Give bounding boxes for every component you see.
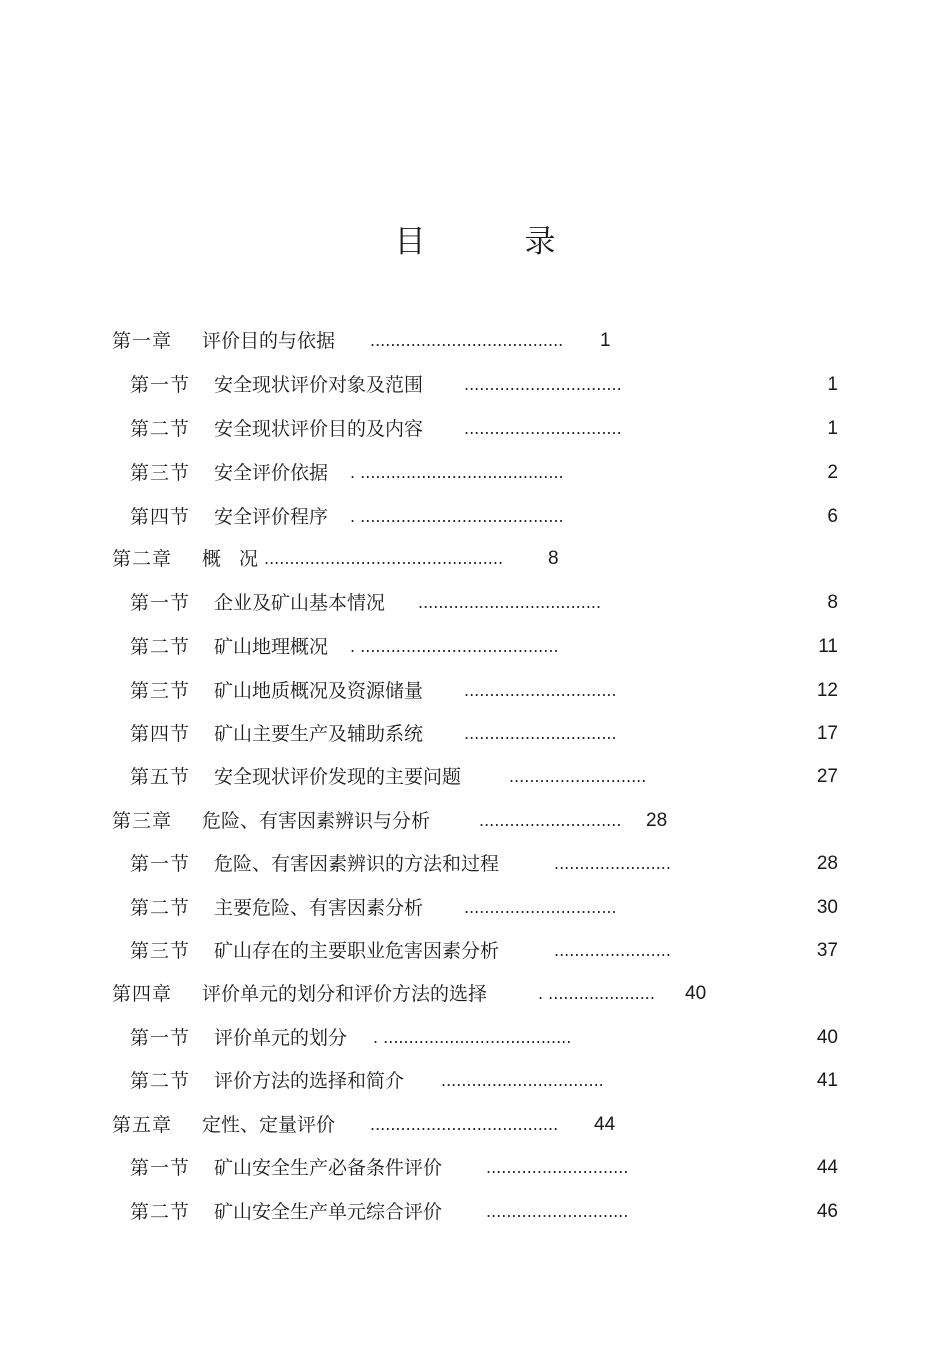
toc-number: 第一节 [130, 1157, 191, 1179]
toc-page: 37 [816, 940, 838, 961]
toc-leader: ............................ [486, 1158, 629, 1177]
toc-leader: . ..................... [538, 984, 655, 1003]
toc-leader: ...................................... [370, 331, 564, 350]
toc-chapter[interactable] [112, 326, 712, 356]
toc-leader: ............................................... [264, 549, 504, 568]
toc-leader: ............................... [464, 375, 622, 394]
toc-page: 1 [600, 330, 611, 351]
toc-leader: . ........................................ [350, 463, 564, 482]
toc-title: 概 况 [202, 548, 265, 570]
toc-title: 矿山地理概况 [214, 636, 329, 658]
toc-leader: ....................... [554, 941, 671, 960]
toc-title: 评价单元的划分 [214, 1027, 348, 1049]
toc-number: 第一节 [130, 1027, 191, 1049]
toc-section[interactable] [130, 414, 838, 444]
toc-title: 矿山主要生产及辅助系统 [214, 723, 424, 745]
toc-page: 8 [827, 592, 838, 613]
toc-page: 44 [594, 1114, 616, 1135]
toc-title: 矿山安全生产必备条件评价 [214, 1157, 443, 1179]
toc-page: 1 [827, 418, 838, 439]
toc-page: 8 [548, 548, 559, 569]
toc-section[interactable] [130, 588, 838, 618]
toc-page: 28 [646, 810, 668, 831]
toc-title: 安全现状评价发现的主要问题 [214, 766, 462, 788]
toc-leader: . ....................................... [350, 637, 559, 656]
toc-number: 第五节 [130, 766, 191, 788]
toc-leader: ........................... [509, 767, 647, 786]
toc-page: 6 [827, 506, 838, 527]
toc-title: 评价目的与依据 [202, 330, 336, 352]
toc-number: 第四节 [130, 506, 191, 528]
toc-number: 第二节 [130, 418, 191, 440]
toc-page: 46 [816, 1201, 838, 1222]
toc-leader: ............................ [479, 811, 622, 830]
toc-section[interactable] [130, 502, 838, 532]
toc-number: 第二节 [130, 897, 191, 919]
toc-number: 第四节 [130, 723, 191, 745]
toc-section[interactable] [130, 936, 838, 966]
toc-number: 第五章 [112, 1114, 173, 1136]
toc-number: 第一节 [130, 374, 191, 396]
toc-number: 第二章 [112, 548, 173, 570]
toc-number: 第三章 [112, 810, 173, 832]
toc-page: 30 [816, 897, 838, 918]
toc-section[interactable] [130, 632, 838, 662]
toc-page: 40 [685, 983, 707, 1004]
toc-number: 第二节 [130, 636, 191, 658]
toc-page: 40 [816, 1027, 838, 1048]
toc-leader: .............................. [464, 724, 617, 743]
toc-chapter[interactable] [112, 979, 732, 1009]
toc-leader: ..................................... [370, 1115, 559, 1134]
toc-page: 28 [816, 853, 838, 874]
toc-section[interactable] [130, 1066, 838, 1096]
toc-number: 第一节 [130, 592, 191, 614]
toc-title: 安全现状评价目的及内容 [214, 418, 424, 440]
toc-title: 安全评价依据 [214, 462, 329, 484]
toc-number: 第一节 [130, 853, 191, 875]
toc-number: 第三节 [130, 680, 191, 702]
toc-page: 12 [816, 680, 838, 701]
toc-leader: ............................ [486, 1202, 629, 1221]
toc-page: 41 [816, 1070, 838, 1091]
toc-title: 危险、有害因素辨识与分析 [202, 810, 431, 832]
toc-page: 27 [816, 766, 838, 787]
toc-page: 11 [818, 636, 838, 657]
toc-number: 第四章 [112, 983, 173, 1005]
toc-page: 17 [816, 723, 838, 744]
toc-chapter[interactable] [112, 806, 712, 836]
toc-title: 评价单元的划分和评价方法的选择 [202, 983, 488, 1005]
toc-leader: ....................... [554, 854, 671, 873]
toc-title: 危险、有害因素辨识的方法和过程 [214, 853, 500, 875]
toc-page: 2 [827, 462, 838, 483]
toc-chapter[interactable] [112, 544, 712, 574]
toc-number: 第二节 [130, 1070, 191, 1092]
toc-number: 第二节 [130, 1201, 191, 1223]
toc-number: 第三节 [130, 462, 191, 484]
toc-section[interactable] [130, 762, 838, 792]
toc-leader: ............................... [464, 419, 622, 438]
toc-title: 矿山地质概况及资源储量 [214, 680, 424, 702]
toc-title: 矿山存在的主要职业危害因素分析 [214, 940, 500, 962]
toc-section[interactable] [130, 719, 838, 749]
toc-number: 第一章 [112, 330, 173, 352]
toc-section[interactable] [130, 1023, 838, 1053]
toc-title: 安全现状评价对象及范围 [214, 374, 424, 396]
toc-chapter[interactable] [112, 1110, 712, 1140]
toc-title: 企业及矿山基本情况 [214, 592, 386, 614]
toc-leader: . ........................................ [350, 507, 564, 526]
toc-leader: .................................... [418, 593, 602, 612]
toc-leader: ................................ [441, 1071, 604, 1090]
toc-leader: .............................. [464, 898, 617, 917]
toc-leader: .............................. [464, 681, 617, 700]
toc-title: 安全评价程序 [214, 506, 329, 528]
toc-section[interactable] [130, 458, 838, 488]
toc-page: 1 [827, 374, 838, 395]
toc-section[interactable] [130, 1197, 838, 1227]
toc-number: 第三节 [130, 940, 191, 962]
toc-section[interactable] [130, 370, 838, 400]
toc-title: 定性、定量评价 [202, 1114, 336, 1136]
toc-title: 矿山安全生产单元综合评价 [214, 1201, 443, 1223]
toc-page: 44 [816, 1157, 838, 1178]
toc-title: 评价方法的选择和简介 [214, 1070, 405, 1092]
page-title: 目 录 [394, 224, 590, 260]
toc-leader: . ..................................... [373, 1028, 572, 1047]
toc-section[interactable] [130, 893, 838, 923]
toc-section[interactable] [130, 849, 838, 879]
toc-section[interactable] [130, 1153, 838, 1183]
toc-section[interactable] [130, 676, 838, 706]
toc-title: 主要危险、有害因素分析 [214, 897, 424, 919]
